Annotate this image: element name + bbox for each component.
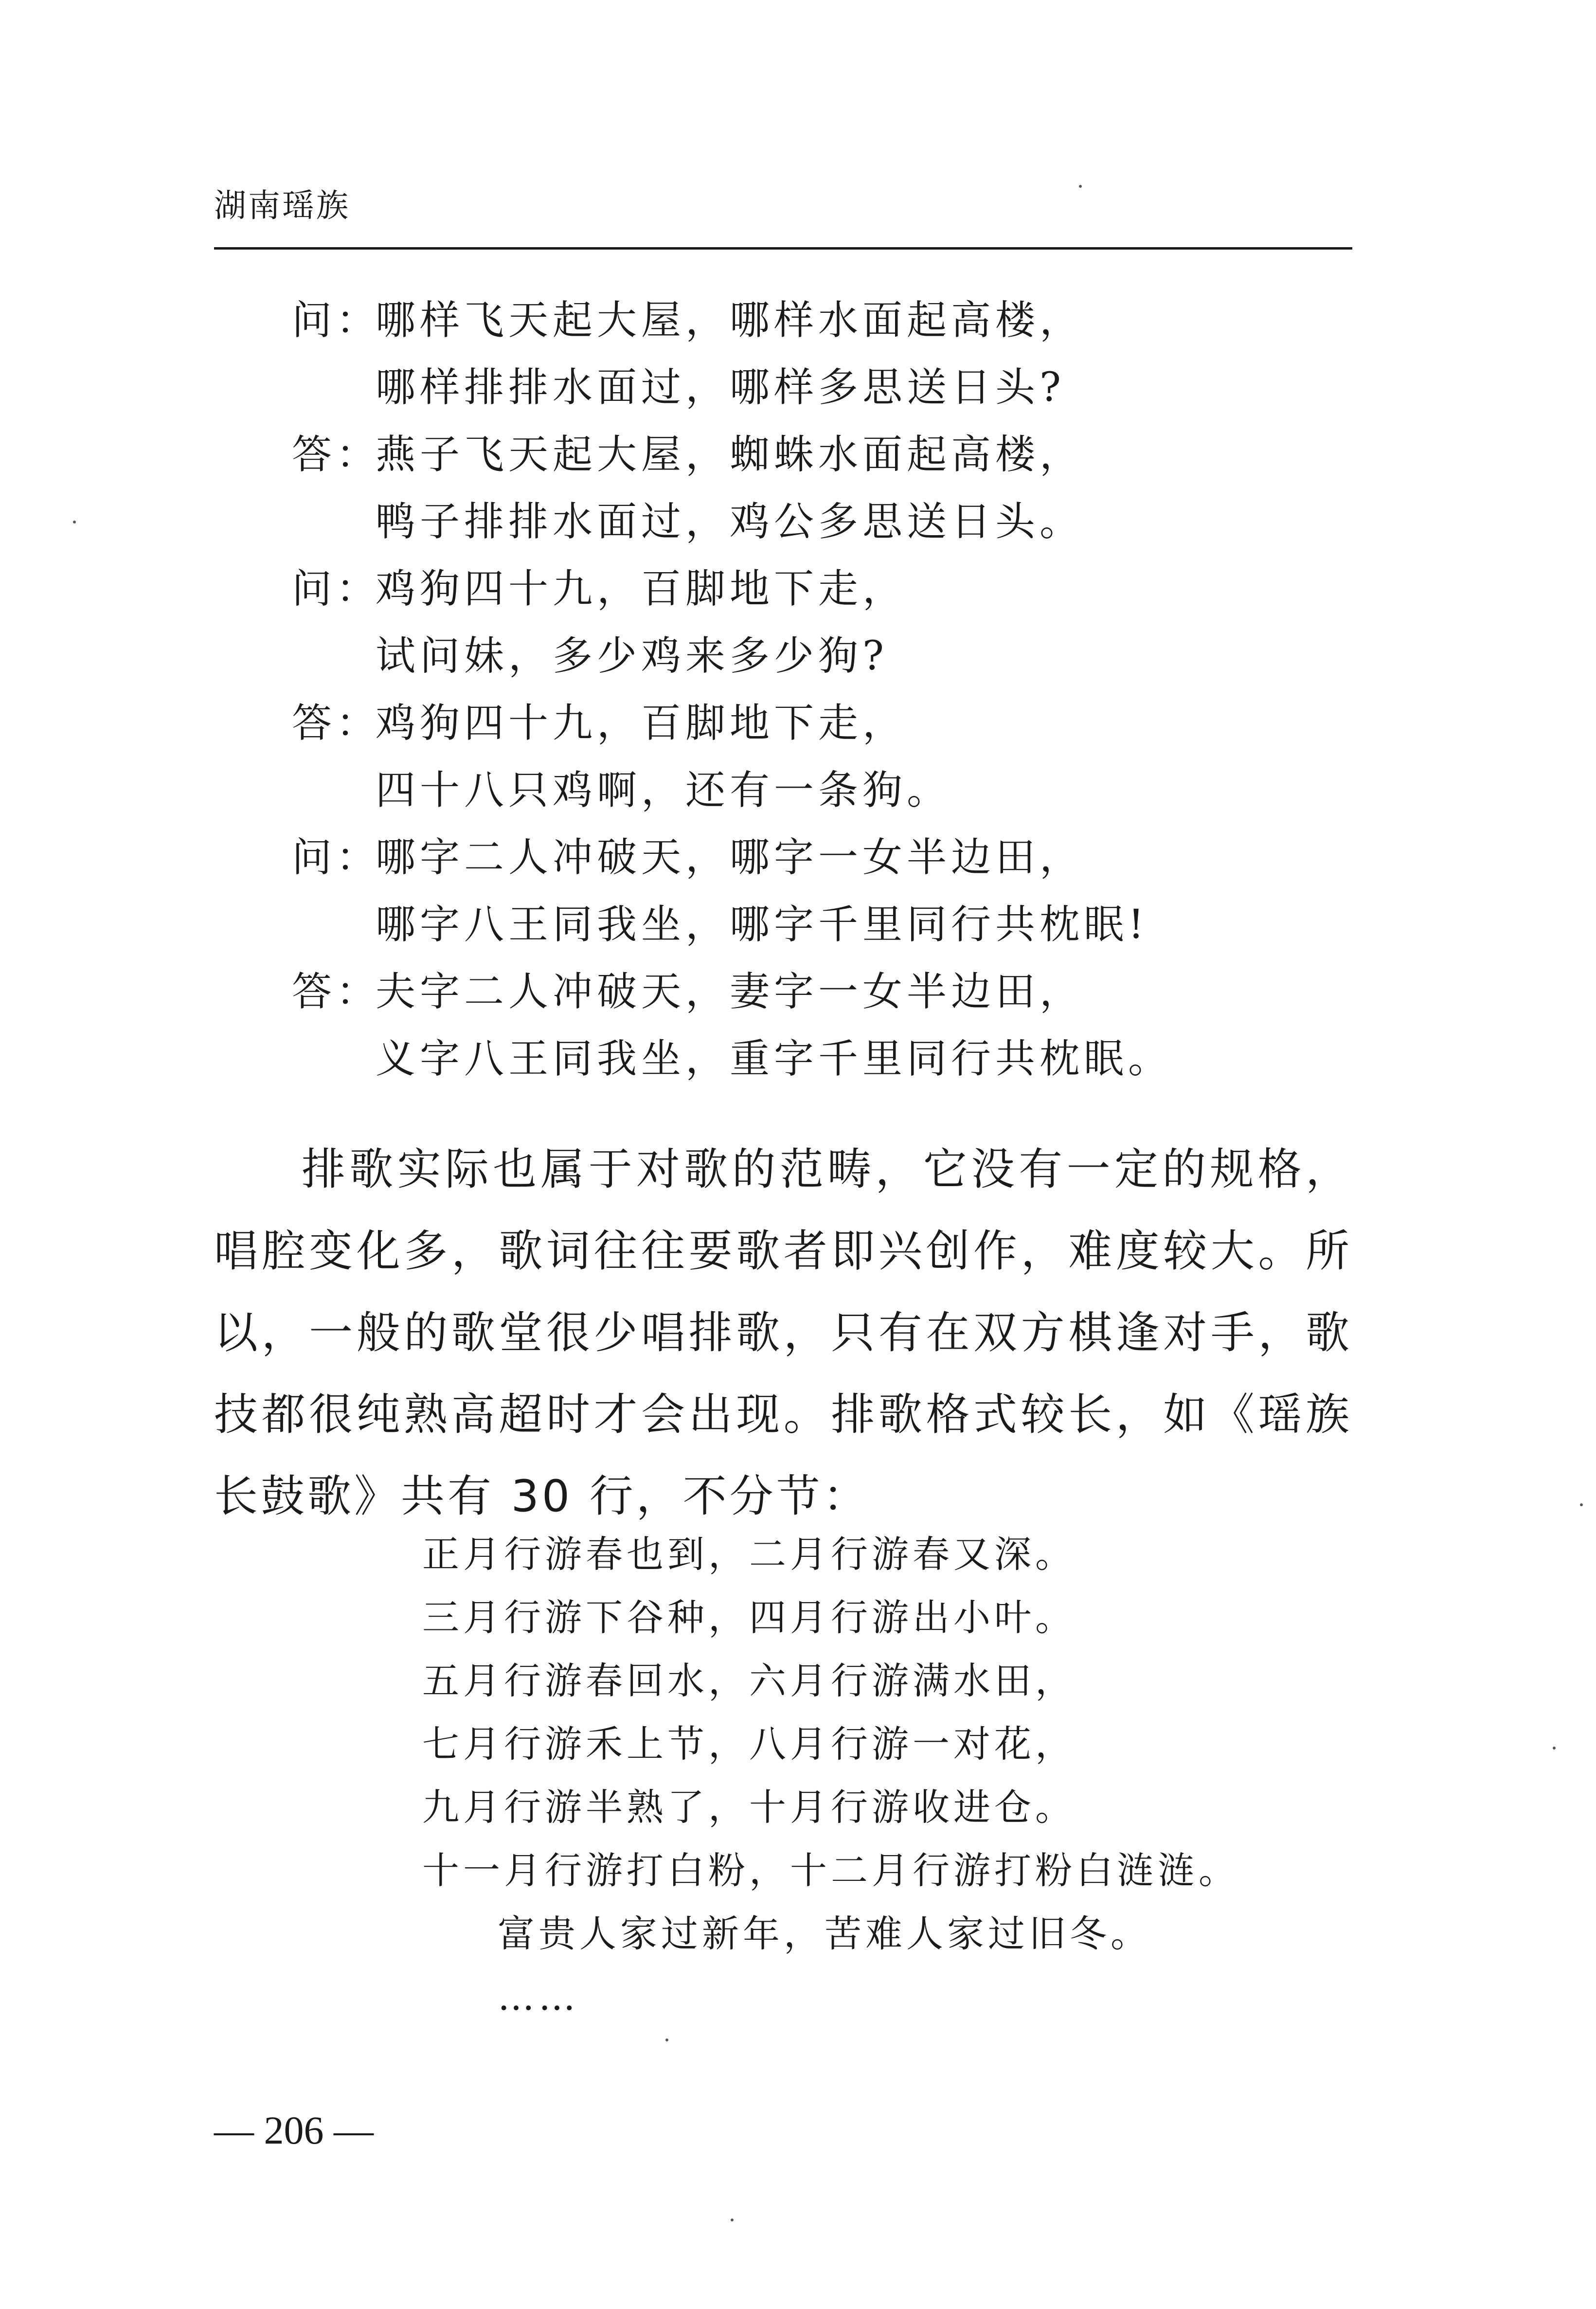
poem-line: 十一月行游打白粉，十二月行游打粉白涟涟。: [422, 1849, 1239, 1892]
question-label: 问：: [292, 297, 381, 343]
answer-block: [292, 690, 1362, 824]
scan-speck: [1580, 1503, 1583, 1506]
verse-line: [292, 824, 1362, 891]
body-paragraph: 排歌实际也属于对歌的范畴，它没有一定的规格，唱腔变化多，歌词往往要歌者即兴创作，难度较大。所以，一般的歌堂很少唱排歌，只有在双方棋逢对手，歌技都很纯熟高超时才会出现。排歌格式较长，如《瑶族长鼓歌》共有 30 行，不分节：: [214, 1144, 1352, 1522]
answer-block: [292, 421, 1362, 556]
verse-text: 四十八只鸡啊，还有一条狗。: [376, 767, 951, 813]
answer-label: 答：: [292, 969, 381, 1015]
poem-line: 九月行游半熟了，十月行游收进仓。: [422, 1786, 1076, 1829]
verse-text: 鸡狗四十九，百脚地下走，: [376, 700, 907, 746]
poem-line: 富贵人家过新年，苦难人家过旧冬。: [498, 1912, 1151, 1955]
page-number: — 206 —: [214, 2108, 374, 2152]
verse-text: 哪样排排水面过，哪样多思送日头?: [376, 364, 1065, 411]
question-block: [292, 824, 1362, 958]
poem-line: 三月行游下谷种，四月行游出小叶。: [422, 1596, 1076, 1639]
header-rule: [214, 247, 1352, 250]
verse-text: 哪样飞天起大屋，哪样水面起高楼，: [376, 297, 1084, 343]
answer-label: 答：: [292, 432, 381, 478]
scan-speck: [73, 521, 76, 523]
scan-speck: [665, 2038, 668, 2041]
qa-dialogue: [292, 287, 1362, 1093]
scan-speck: [1553, 1747, 1556, 1750]
verse-text: 燕子飞天起大屋，蜘蛛水面起高楼，: [376, 432, 1084, 478]
verse-line: [292, 623, 1362, 690]
answer-label: 答：: [292, 700, 381, 746]
verse-line: [292, 958, 1362, 1026]
poem-line: 七月行游禾上节，八月行游一对花，: [422, 1722, 1076, 1766]
poem-line: ……: [498, 1975, 579, 2019]
verse-line: [292, 421, 1362, 488]
verse-line: [292, 354, 1362, 421]
verse-line: [292, 690, 1362, 757]
poem-line: 正月行游春也到，二月行游春又深。: [422, 1533, 1076, 1576]
poem-excerpt: [422, 1523, 1371, 2029]
verse-line: [292, 891, 1362, 958]
question-label: 问：: [292, 834, 381, 881]
verse-line: [292, 556, 1362, 623]
verse-text: 鸭子排排水面过，鸡公多思送日头。: [376, 499, 1084, 545]
running-title: 湖南瑶族: [214, 187, 350, 224]
verse-line: [292, 488, 1362, 556]
answer-block: [292, 958, 1362, 1093]
question-block: [292, 556, 1362, 690]
verse-line: [292, 1026, 1362, 1093]
verse-line: [292, 757, 1362, 824]
scan-speck: [1079, 185, 1082, 188]
verse-text: 试问妹，多少鸡来多少狗?: [376, 633, 888, 679]
poem-line: 五月行游春回水，六月行游满水田，: [422, 1659, 1076, 1702]
verse-text: 哪字二人冲破天，哪字一女半边田，: [376, 834, 1084, 881]
verse-text: 哪字八王同我坐，哪字千里同行共枕眠!: [376, 902, 1148, 948]
verse-line: [292, 287, 1362, 354]
question-block: [292, 287, 1362, 421]
question-label: 问：: [292, 566, 381, 612]
verse-text: 义字八王同我坐，重字千里同行共枕眠。: [376, 1036, 1173, 1082]
verse-text: 鸡狗四十九，百脚地下走，: [376, 566, 907, 612]
scan-speck: [731, 2219, 734, 2221]
verse-text: 夫字二人冲破天，妻字一女半边田，: [376, 969, 1084, 1015]
